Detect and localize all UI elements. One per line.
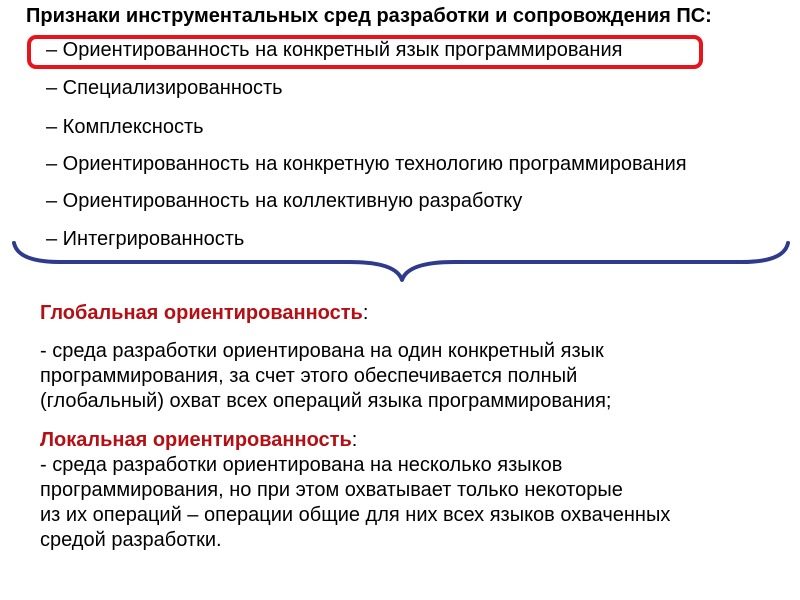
global-heading: Глобальная ориентированность xyxy=(40,302,363,324)
global-line: - среда разработки ориентирована на один конкретный язык xyxy=(40,340,604,362)
list-item: – Интегрированность xyxy=(46,228,245,250)
local-line: программирования, но при этом охватывает только некоторые xyxy=(40,479,623,501)
global-line: (глобальный) охват всех операций языка программирования; xyxy=(40,390,612,412)
list-item: – Ориентированность на конкретный язык программирования xyxy=(46,39,623,61)
global-orientation-section xyxy=(40,301,760,414)
local-line: средой разработки. xyxy=(40,529,222,551)
list-item: – Специализированность xyxy=(46,77,283,99)
list-item: – Комплексность xyxy=(46,116,204,138)
local-orientation-section xyxy=(40,428,760,553)
local-line: из их операций – операции общие для них всех языков охваченных xyxy=(40,504,671,526)
slide-title: Признаки инструментальных сред разработки и сопровождения ПС: xyxy=(26,5,712,27)
local-colon: : xyxy=(351,429,358,451)
global-line: программирования, за счет этого обеспечивается полный xyxy=(40,365,578,387)
local-line: - среда разработки ориентирована на несколько языков xyxy=(40,454,563,476)
list-item: – Ориентированность на коллективную разработку xyxy=(46,190,523,212)
local-heading: Локальная ориентированность xyxy=(40,429,352,451)
list-item: – Ориентированность на конкретную технологию программирования xyxy=(46,153,687,175)
global-colon: : xyxy=(362,302,369,324)
